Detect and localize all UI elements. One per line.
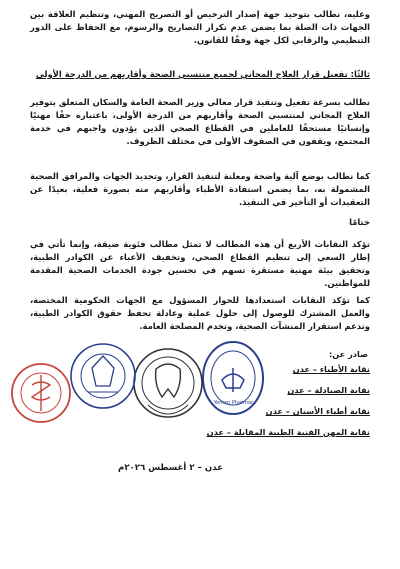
closing-heading: ختامًا bbox=[349, 217, 370, 227]
signature-pharmacists: نقابة الصيادلة – عدن bbox=[287, 385, 370, 395]
section-heading-third: ثالثًا: تفعيل قرار العلاج المجاني لجميع منتسبي الصحة وأقاربهم من الدرجة الأولى bbox=[35, 69, 370, 79]
paragraph-licensing: وعليه، نطالب بتوحيد جهة إصدار الترخيص أو التصريح المهني، وتنظيم العلاقة بين الجهات ذات الصلة بما يضمن عدم تكرار التصاريح والرسوم، مع الحفاظ على الدور التنظيمي والرقابي لكل جهة وفقًا للقانون. bbox=[30, 9, 370, 45]
dental-stamp bbox=[130, 335, 206, 439]
pharmacists-stamp bbox=[200, 340, 266, 424]
paragraph-free-treatment: نطالب بسرعة تفعيل وتنفيذ قرار معالي وزير الصحة العامة والسكان المتعلق بتوفير العلاج المجاني لمنتسبي الصحة وأقاربهم من الدرجة الأولى، باعتباره حقًا مهنيًا وإنسانيًا مستحقًا للعاملين في القطاع الصحي الذين يؤدون واجبهم في خدمة المجتمع، ويقفون في الصفوف الأولى في مختلف الظروف. bbox=[30, 97, 370, 146]
signature-technicians: نقابة المهن الفنية الطبية المقابلة – عدن bbox=[206, 427, 370, 437]
paragraph-mechanism: كما نطالب بوضع آلية واضحة ومعلنة لتنفيذ القرار، وتحديد الجهات والمرافق الصحية المشمولة به، بما يضمن استفادة الأطباء وأقاربهم منه بصورة فعلية، بعيدًا عن التعقيدات أو التأخير في التنفيذ. bbox=[30, 171, 370, 207]
doctors-stamp bbox=[10, 345, 72, 445]
issue-date: عدن – ٢ أغسطس ٢٠٢٦م bbox=[118, 463, 224, 473]
signature-doctors: نقابة الأطباء – عدن bbox=[292, 364, 370, 374]
paragraph-unions-affirm: تؤكد النقابات الأربع أن هذه المطالب لا تمثل مطالب فئوية ضيقة، وإنما تأتي في إطار السعي إلى تنظيم القطاع الصحي، وتخفيف الأعباء عن الكوادر الطبية، وتحقيق بيئة مهنية مستقرة تسهم في تحسين جودة الخدمات الصحية المقدمة للمواطنين. bbox=[30, 239, 370, 288]
paragraph-dialogue: كما تؤكد النقابات استعدادها للحوار المسؤول مع الجهات الحكومية المختصة، والعمل المشترك للوصول إلى حلول عملية وعادلة تحفظ حقوق الكوادر الطبية، وتدعم استقرار المنشآت الصحية، وتخدم المصلحة العامة. bbox=[30, 295, 370, 331]
signature-dentists: نقابة أطباء الأسنان – عدن bbox=[265, 406, 370, 416]
issued-from-label: صادر عن: bbox=[329, 349, 368, 359]
svg-text:Yemen Pharmac.: Yemen Pharmac. bbox=[212, 400, 254, 406]
technicians-stamp bbox=[68, 330, 138, 430]
